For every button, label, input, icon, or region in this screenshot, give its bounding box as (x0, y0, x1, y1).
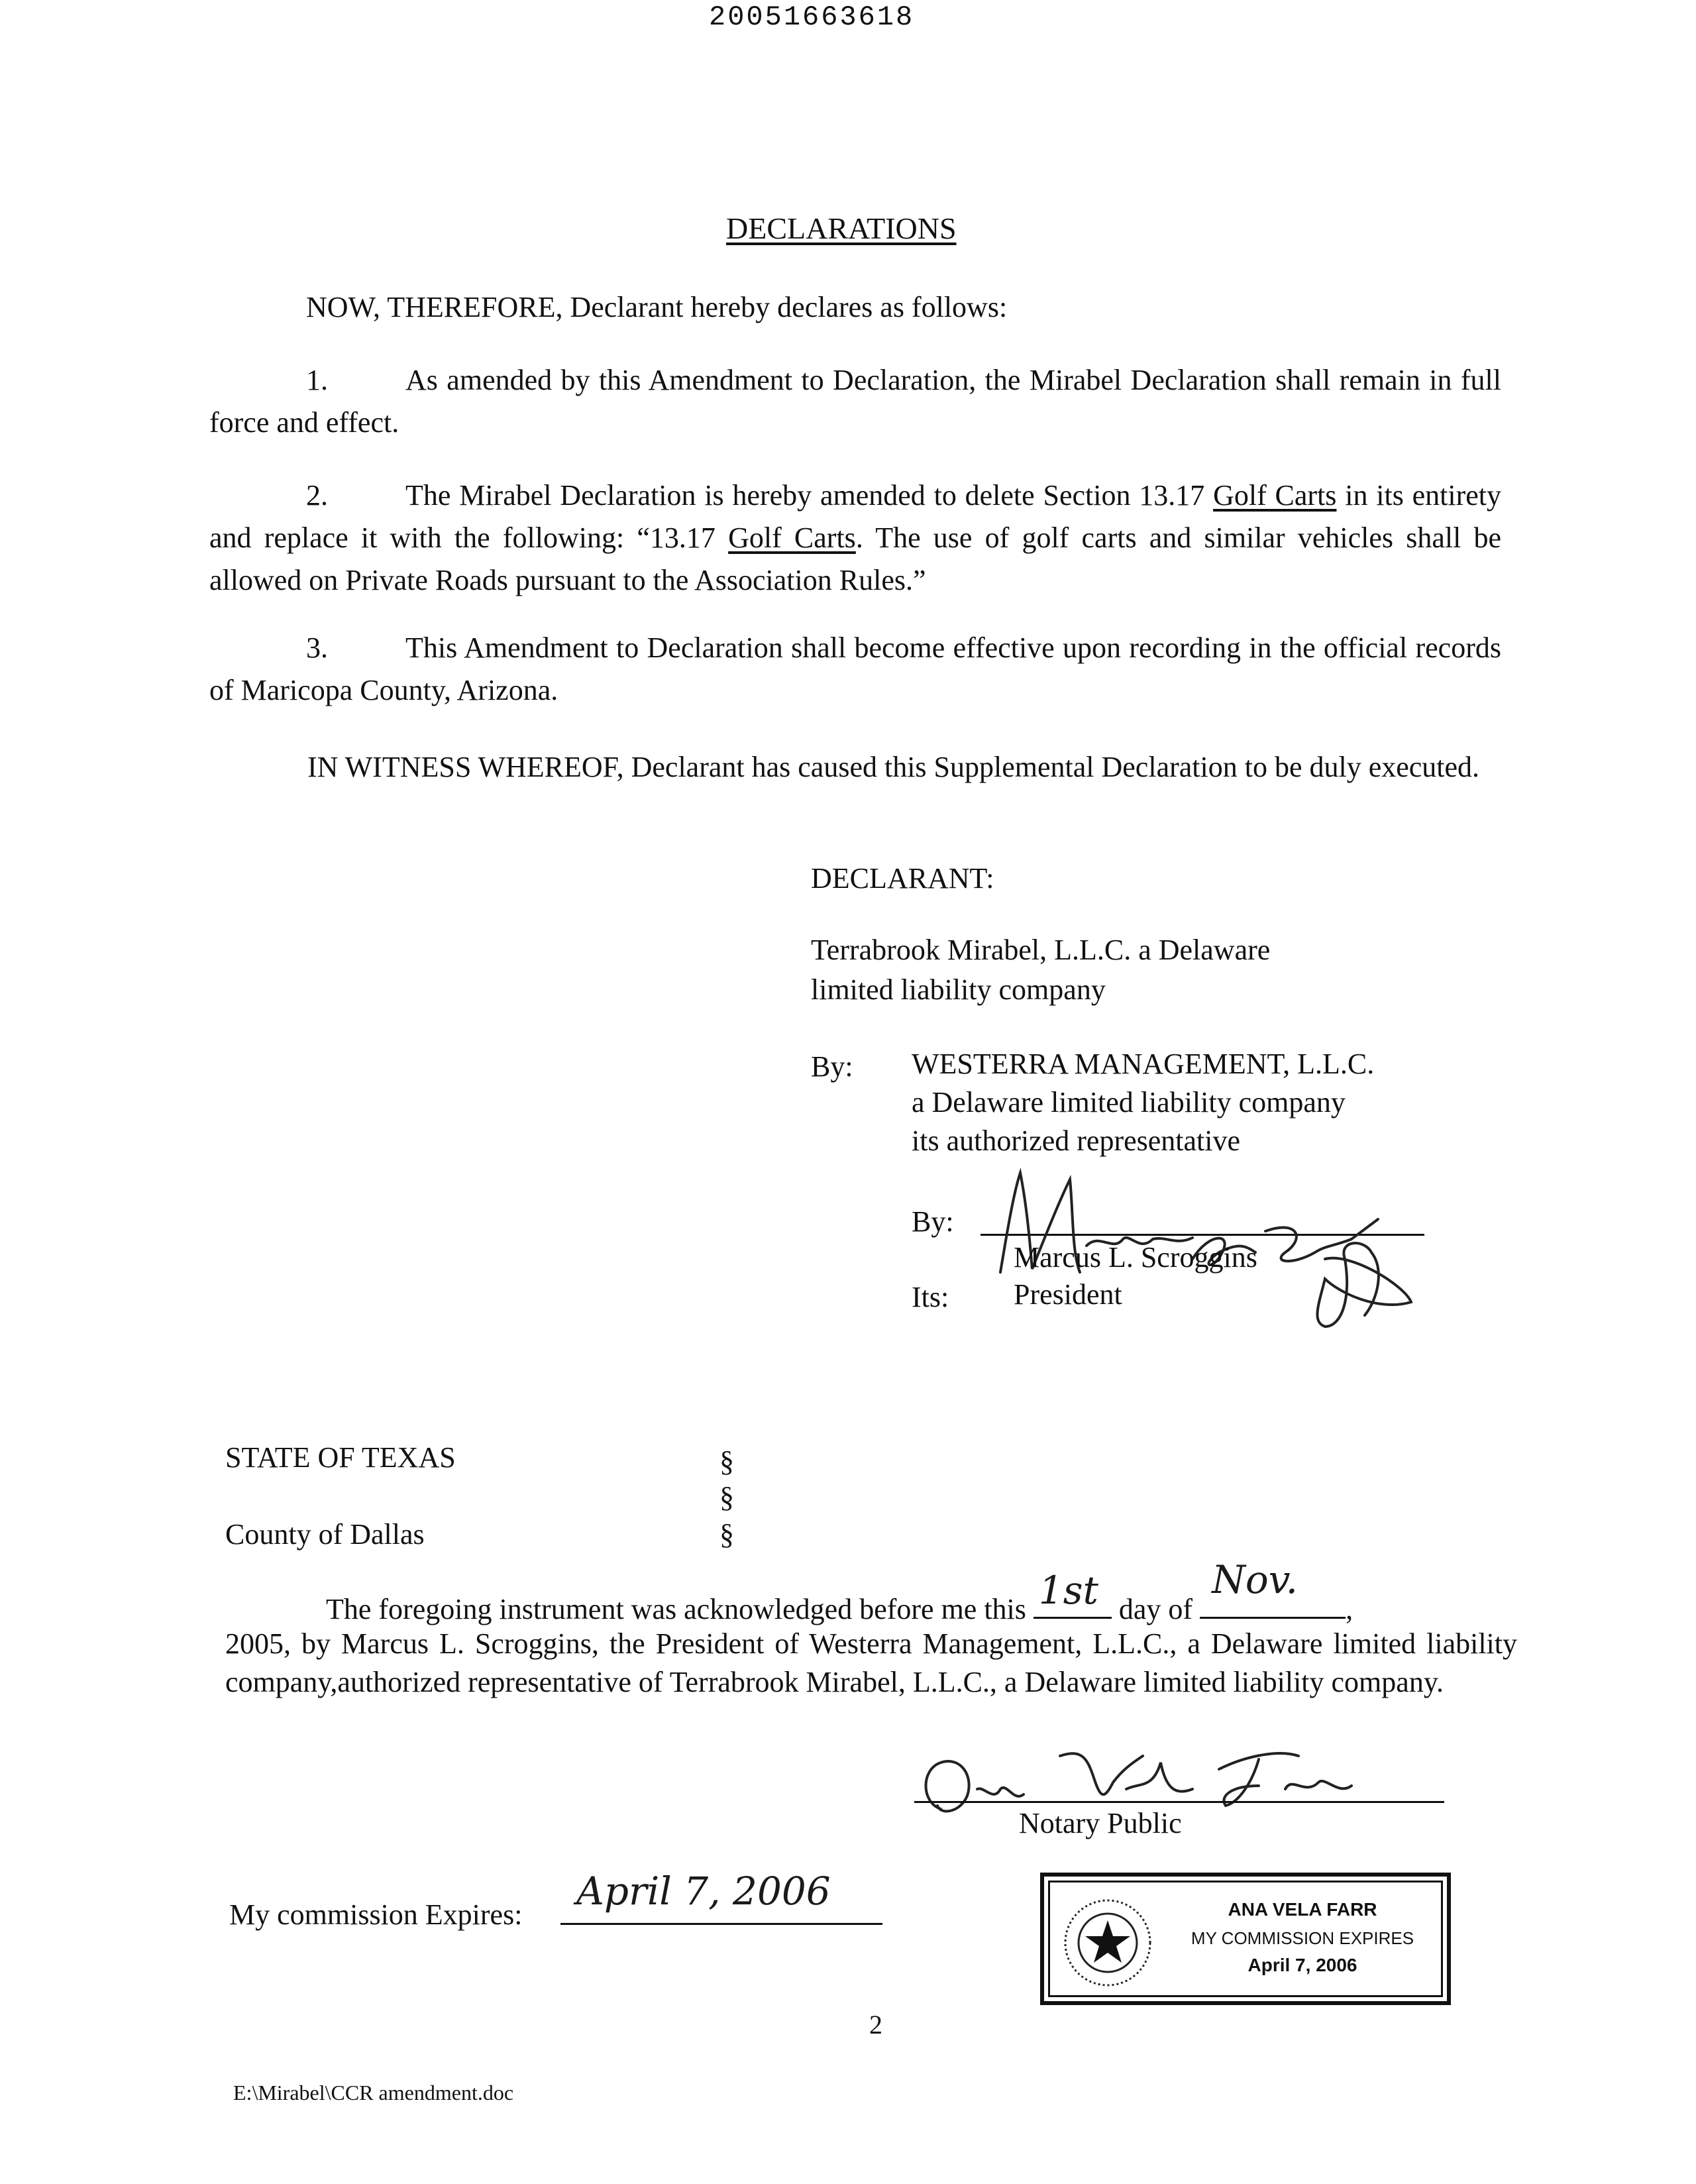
witness-text: IN WITNESS WHEREOF, Declarant has caused this Supplemental Declaration to be duly executed. (307, 751, 1480, 783)
golf-carts-term: Golf Carts (728, 521, 856, 554)
acknowledgment-text: day of (1118, 1593, 1193, 1625)
venue-county: County of Dallas (225, 1518, 425, 1551)
item-text: The Mirabel Declaration is hereby amended to delete Section 13.17 (405, 479, 1205, 512)
signer-name: Marcus L. Scroggins (1014, 1241, 1257, 1274)
item-text: As amended by this Amendment to Declaration, the Mirabel Declaration shall remain in full force and effect. (209, 364, 1501, 439)
acknowledgment-text: , (1346, 1593, 1353, 1625)
section-mark: § (719, 1518, 734, 1551)
commission-label: My commission Expires: (229, 1898, 523, 1931)
notary-label: Notary Public (1019, 1807, 1182, 1839)
notary-signature-line (914, 1801, 1444, 1803)
stamp-expires-label: MY COMMISSION EXPIRES (1191, 1928, 1414, 1948)
item-number: 3. (306, 631, 328, 664)
item-text: in its entirety and replace it with the following: “13.17 (209, 479, 1502, 554)
declarant-label: DECLARANT: (811, 862, 994, 895)
by-label: By: (811, 1050, 853, 1083)
notary-seal-icon (1061, 1896, 1154, 1989)
declarant-company-line1: Terrabrook Mirabel, L.L.C. a Delaware (811, 934, 1271, 966)
page-title: DECLARATIONS (726, 211, 957, 245)
acknowledgment-text: 2005, by Marcus L. Scroggins, the President of Westerra Management, L.L.C., a Delaware limited liability company,authorized representative of Terrabrook Mirabel, L.L.C., a Delaware limited liability company. (225, 1627, 1517, 1698)
golf-carts-term: Golf Carts (1213, 479, 1337, 512)
item-number: 1. (306, 364, 328, 396)
notary-stamp (1040, 1873, 1451, 2005)
signer-title: President (1014, 1278, 1122, 1311)
its-label: Its: (912, 1281, 949, 1313)
day-handwritten: 1st (1038, 1568, 1098, 1613)
commission-date-handwritten: April 7, 2006 (576, 1869, 831, 1914)
venue-state: STATE OF TEXAS (225, 1441, 456, 1474)
declaration-item-1 (209, 359, 1501, 444)
declaration-item-2 (209, 474, 1501, 602)
item-text: This Amendment to Declaration shall become effective upon recording in the official records of Maricopa County, Arizona. (209, 631, 1501, 706)
stamp-name: ANA VELA FARR (1228, 1899, 1377, 1920)
page-number: 2 (869, 2010, 882, 2040)
representative-line3: its authorized representative (912, 1124, 1241, 1157)
representative-line1: WESTERRA MANAGEMENT, L.L.C. (912, 1048, 1375, 1080)
month-blank (1200, 1557, 1346, 1619)
witness-clause (211, 746, 1503, 789)
representative-line2: a Delaware limited liability company (912, 1086, 1346, 1119)
commission-date-line (560, 1923, 882, 1925)
file-path: E:\Mirabel\CCR amendment.doc (233, 2081, 514, 2104)
intro-text: NOW, THEREFORE, Declarant hereby declares as follows: (306, 291, 1008, 323)
declarant-company-line2: limited liability company (811, 973, 1106, 1006)
acknowledgment-body (225, 1625, 1517, 1702)
acknowledgment-text: The foregoing instrument was acknowledged before me this (326, 1593, 1026, 1625)
item-text: . The use of golf carts and similar vehicles shall be allowed on Private Roads pursuant to the Association Rules.” (209, 521, 1502, 596)
section-mark: § (719, 1445, 734, 1478)
document-number: 20051663618 (709, 1, 915, 33)
declaration-item-3 (209, 627, 1501, 712)
month-handwritten: Nov. (1212, 1557, 1298, 1602)
signature-by-label: By: (912, 1205, 954, 1238)
item-number: 2. (306, 479, 328, 512)
day-blank (1034, 1568, 1112, 1619)
stamp-date: April 7, 2006 (1247, 1955, 1357, 1975)
section-mark: § (719, 1481, 734, 1513)
